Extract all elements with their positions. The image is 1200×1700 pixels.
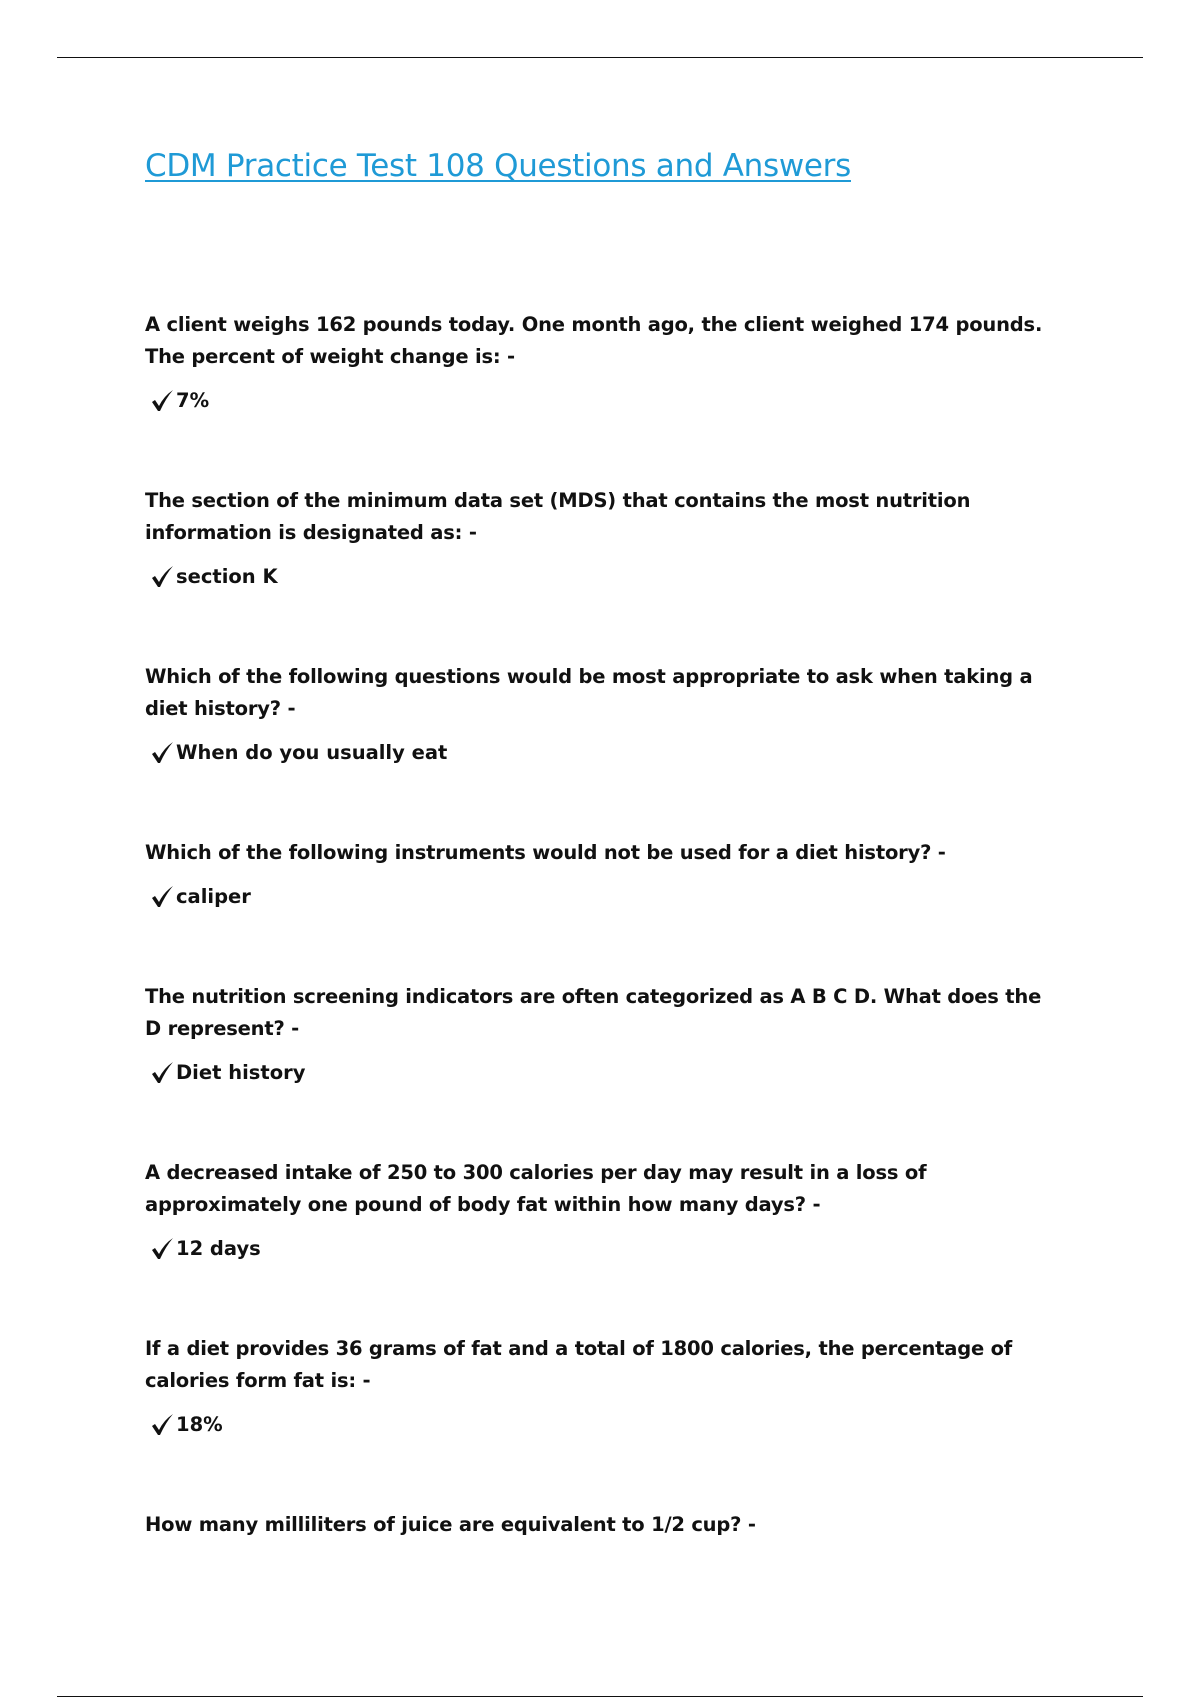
document-title[interactable]: CDM Practice Test 108 Questions and Answers <box>145 148 851 184</box>
question-text: A decreased intake of 250 to 300 calories per day may result in a loss of approximately one pound of body fat within how many days? - <box>145 1161 927 1216</box>
answer-text: 7% <box>176 389 210 412</box>
top-page-rule <box>57 57 1143 58</box>
answer <box>150 563 1045 591</box>
checkmark-icon <box>150 1061 175 1085</box>
qa-item-5 <box>145 981 1045 1087</box>
qa-item-6 <box>145 1157 1045 1263</box>
question-text: Which of the following instruments would not be used for a diet history? - <box>145 841 946 864</box>
checkmark-icon <box>150 885 175 909</box>
answer-text: 18% <box>176 1413 223 1436</box>
checkmark-icon <box>150 565 175 589</box>
answer-text: 12 days <box>176 1237 261 1260</box>
answer <box>150 1411 1045 1439</box>
question-text: A client weighs 162 pounds today. One month ago, the client weighed 174 pounds. The percent of weight change is: - <box>145 313 1043 368</box>
answer-text: section K <box>176 565 278 588</box>
answer-text: caliper <box>176 885 251 908</box>
checkmark-icon <box>150 389 175 413</box>
question-text: Which of the following questions would be most appropriate to ask when taking a diet history? - <box>145 665 1033 720</box>
checkmark-icon <box>150 1237 175 1261</box>
answer <box>150 739 1045 767</box>
qa-item-1 <box>145 309 1045 415</box>
qa-item-4 <box>145 837 1045 911</box>
qa-item-7 <box>145 1333 1045 1439</box>
answer <box>150 387 1045 415</box>
answer-text: Diet history <box>176 1061 306 1084</box>
qa-item-8 <box>145 1509 1045 1541</box>
question-text: If a diet provides 36 grams of fat and a total of 1800 calories, the percentage of calories form fat is: - <box>145 1337 1013 1392</box>
answer-text: When do you usually eat <box>176 741 448 764</box>
question-text: The section of the minimum data set (MDS) that contains the most nutrition information is designated as: - <box>145 489 971 544</box>
answer <box>150 1059 1045 1087</box>
question-text: The nutrition screening indicators are often categorized as A B C D. What does the D represent? - <box>145 985 1042 1040</box>
question-text: How many milliliters of juice are equivalent to 1/2 cup? - <box>145 1513 756 1536</box>
qa-item-3 <box>145 661 1045 767</box>
answer <box>150 883 1045 911</box>
qa-item-2 <box>145 485 1045 591</box>
checkmark-icon <box>150 741 175 765</box>
answer <box>150 1235 1045 1263</box>
bottom-page-rule <box>57 1696 1143 1697</box>
checkmark-icon <box>150 1413 175 1437</box>
